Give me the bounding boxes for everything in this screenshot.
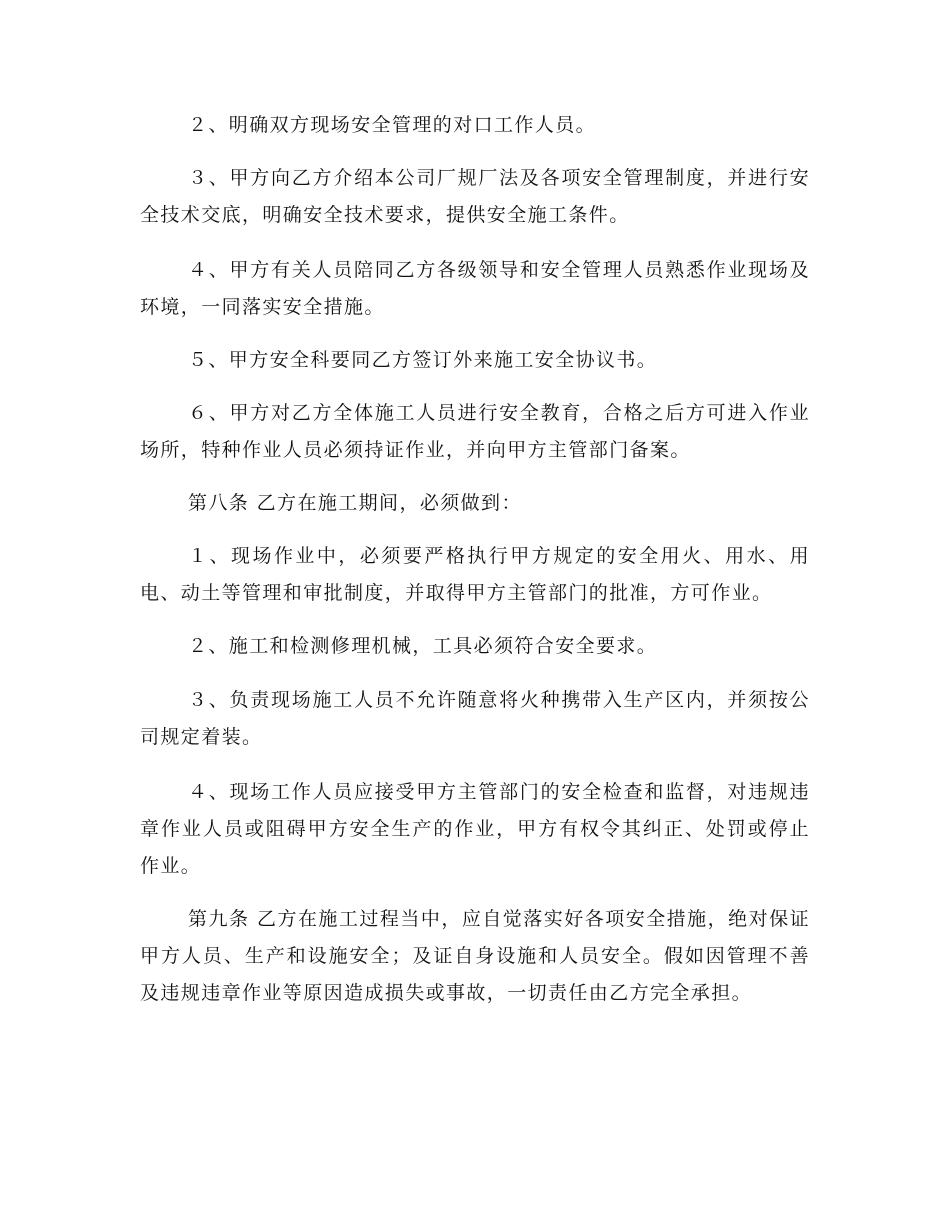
- paragraph-item-4-site-familiarization: ４、甲方有关人员陪同乙方各级领导和安全管理人员熟悉作业现场及环境，一同落实安全措施。: [140, 259, 810, 318]
- article-9-responsibility: 第九条 乙方在施工过程当中，应自觉落实好各项安全措施，绝对保证甲方人员、生产和设施安全；及证自身设施和人员安全。假如因管理不善及违规违章作业等原因造成损失或事故，一切责任由乙方完全承担。: [140, 908, 810, 1004]
- paragraph-item-3-fire-source-control: ３、负责现场施工人员不允许随意将火种携带入生产区内，并须按公司规定着装。: [140, 689, 810, 748]
- paragraph-item-3-rules-briefing: ３、甲方向乙方介绍本公司厂规厂法及各项安全管理制度，并进行安全技术交底，明确安全技术要求，提供安全施工条件。: [140, 167, 810, 226]
- paragraph-item-4-inspection-supervision: ４、现场工作人员应接受甲方主管部门的安全检查和监督，对违规违章作业人员或阻碍甲方安全生产的作业，甲方有权令其纠正、处罚或停止作业。: [140, 781, 810, 877]
- document-body: [140, 107, 810, 1028]
- paragraph-item-5-safety-agreement: ５、甲方安全科要同乙方签订外来施工安全协议书。: [188, 349, 658, 371]
- paragraph-item-6-safety-education: ６、甲方对乙方全体施工人员进行安全教育，合格之后方可进入作业场所，特种作业人员必须持证作业，并向甲方主管部门备案。: [140, 402, 810, 461]
- paragraph-item-2-equipment-safety: ２、施工和检测修理机械，工具必须符合安全要求。: [188, 635, 658, 657]
- article-8-heading: 第八条 乙方在施工期间，必须做到：: [188, 492, 522, 514]
- paragraph-item-1-approval-system: １、现场作业中，必须要严格执行甲方规定的安全用火、用水、用电、动土等管理和审批制度，并取得甲方主管部门的批准，方可作业。: [140, 545, 810, 604]
- paragraph-item-2-contact-staff: ２、明确双方现场安全管理的对口工作人员。: [188, 114, 597, 136]
